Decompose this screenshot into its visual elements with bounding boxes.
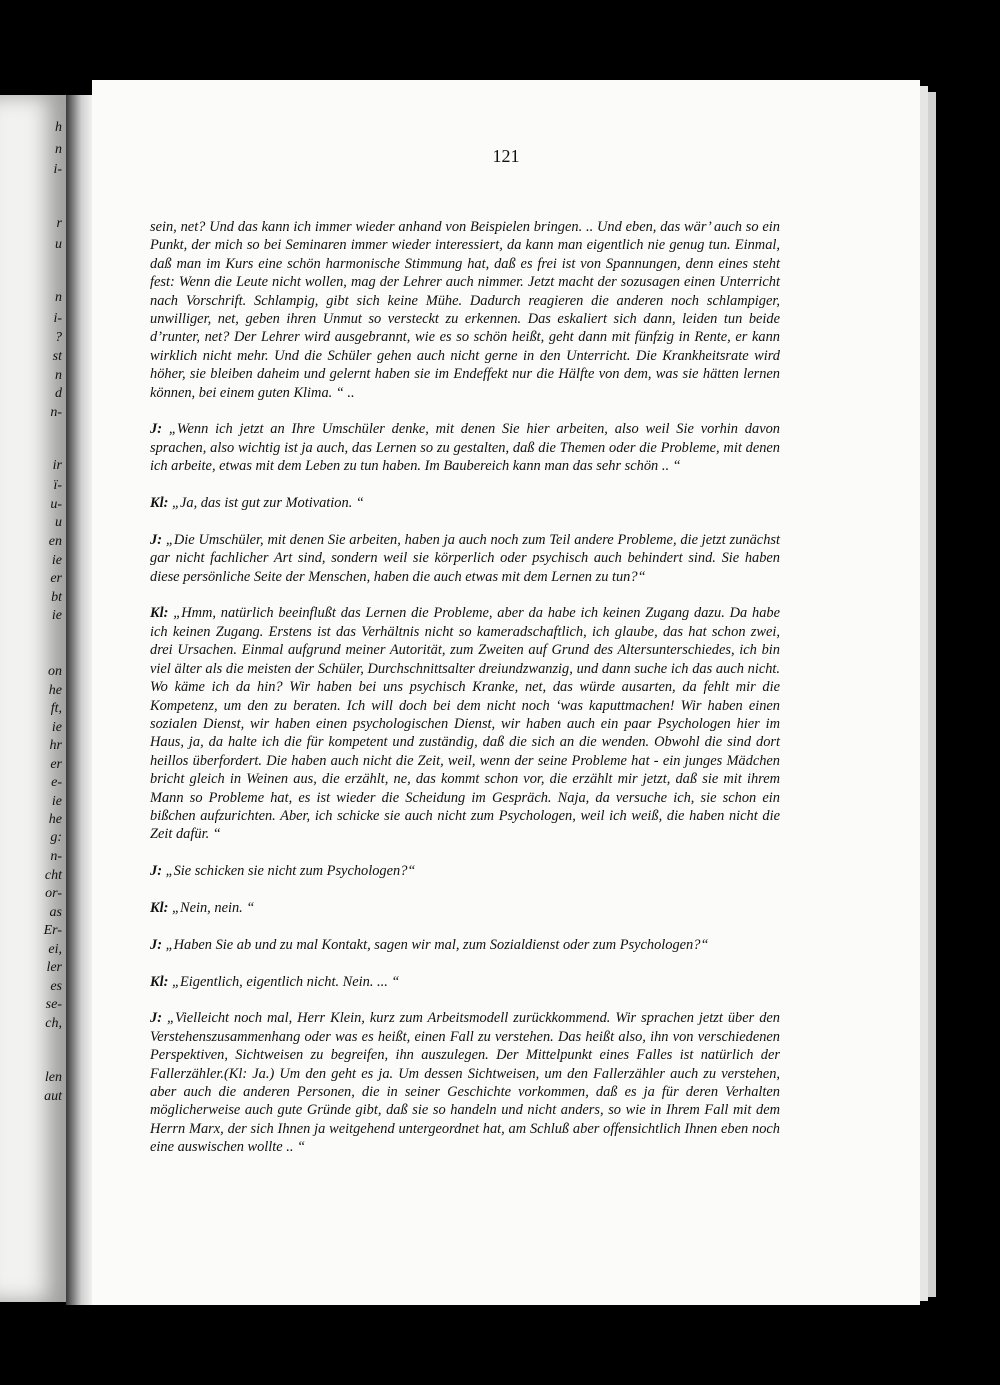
page-edge bbox=[928, 92, 936, 1297]
page-text bbox=[150, 218, 780, 1175]
speaker-label: J: bbox=[150, 863, 162, 880]
transcript-paragraph bbox=[150, 862, 780, 880]
speaker-label: J: bbox=[150, 936, 162, 953]
left-page-fragment: g: bbox=[50, 830, 62, 845]
left-page-fragment: ie bbox=[51, 608, 62, 623]
left-page-fragment: ft, bbox=[50, 701, 62, 716]
paragraph-text: „Haben Sie ab und zu mal Kontakt, sagen wir mal, zum Sozialdienst oder zum Psychologen?“ bbox=[165, 936, 709, 953]
left-page-fragment: u- bbox=[50, 497, 62, 512]
transcript-paragraph bbox=[150, 604, 780, 843]
left-page-fragment: ie bbox=[51, 720, 62, 735]
page-number: 121 bbox=[492, 146, 520, 166]
book-gutter bbox=[66, 95, 94, 1305]
left-page-fragment: r bbox=[56, 216, 62, 231]
transcript-paragraph bbox=[150, 899, 780, 917]
left-page-fragment: len bbox=[44, 1070, 62, 1085]
paragraph-text: „Ja, das ist gut zur Motivation. “ bbox=[172, 495, 364, 512]
left-page-fragment: ler bbox=[46, 960, 62, 975]
paragraph-text: „Sie schicken sie nicht zum Psychologen?“ bbox=[165, 863, 416, 880]
speaker-label: J: bbox=[150, 421, 162, 438]
speaker-label: Kl: bbox=[150, 495, 169, 512]
left-page-fragment: d bbox=[55, 386, 62, 401]
left-page-fragment: he bbox=[48, 683, 62, 698]
paragraph-text: „Vielleicht noch mal, Herr Klein, kurz zum Arbeitsmodell zurückkommend. Wir sprachen jetzt über den Verstehenszusammenhang oder was es heißt, einen Fall zu verstehen. Das heißt also, ihn von verschiedenen Perspektiven, Sichtweisen zu begreifen, ihn auszulegen. Der Mittelpunkt eines Falles ist natürlich der Fallerzähler.(Kl: Ja.) Um den geht es ja. Um dessen Sichtweisen, um den Fallerzähler auch zu verstehen, aber auch die anderen Personen, die in seiner Geschichte vorkommen, daß es ja für deren Verhalten möglicherweise auch gute Gründe gibt, daß sie so handeln und nicht anders, so wie in Ihrem Fall mit dem Herrn Marx, der sich Ihnen ja weitgehend untergeordnet hat, am Schluß aber offensichtlich Ihnen eben noch eine auswischen wollte .. “ bbox=[150, 1010, 780, 1156]
left-page-fragment: ch, bbox=[45, 1016, 62, 1031]
paragraph-text: „Eigentlich, eigentlich nicht. Nein. ... “ bbox=[172, 973, 400, 990]
speaker-label: J: bbox=[150, 1010, 162, 1027]
left-page-fragment: Er- bbox=[43, 923, 62, 938]
left-page-fragment: er bbox=[50, 571, 62, 586]
left-page-fragment: i- bbox=[53, 162, 62, 177]
paragraph-text: „Nein, nein. “ bbox=[172, 899, 255, 916]
left-page-fragment: h bbox=[55, 120, 62, 135]
left-page-fragment: ? bbox=[55, 330, 62, 345]
transcript-paragraph bbox=[150, 494, 780, 512]
transcript-paragraph bbox=[150, 218, 780, 402]
speaker-label: Kl: bbox=[150, 899, 169, 916]
speaker-label: J: bbox=[150, 531, 162, 548]
left-page-fragment: n bbox=[55, 142, 62, 157]
left-page-fragment: es bbox=[50, 979, 62, 994]
left-page-fragment: on bbox=[48, 664, 62, 679]
left-page-fragment: u bbox=[55, 515, 62, 530]
left-page-fragment: bt bbox=[51, 590, 62, 605]
paragraph-text: „Die Umschüler, mit denen Sie arbeiten, haben ja auch noch zum Teil andere Probleme, die jetzt zunächst gar nicht fachlicher Art sind, sondern weil sie körperlich oder psychisch auch behindert sind. Sie haben diese persönliche Seite der Menschen, haben die auch etwas mit dem Lernen zu tun?“ bbox=[150, 531, 780, 585]
left-page-fragment: aut bbox=[44, 1089, 62, 1104]
left-page-fragment: or- bbox=[45, 886, 62, 901]
left-page-fragment: ï- bbox=[53, 478, 62, 493]
left-page-fragment: as bbox=[49, 905, 62, 920]
transcript-paragraph bbox=[150, 531, 780, 586]
transcript-paragraph bbox=[150, 420, 780, 475]
left-page-fragment: n bbox=[55, 290, 62, 305]
transcript-paragraph bbox=[150, 936, 780, 954]
left-page-fragment: u bbox=[55, 237, 62, 252]
left-page-fragment: he bbox=[48, 812, 62, 827]
left-page-fragment: ir bbox=[52, 458, 62, 473]
paragraph-text: „Hmm, natürlich beeinflußt das Lernen die Probleme, aber da habe ich keinen Zugang dazu. Da habe ich keinen Zugang. Erstens ist das Verhältnis nicht so kameradschaftlich, ich glaube, das hat schon zwei, drei Ursachen. Einmal aufgrund meiner Autorität, zum Zweiten auf Grund des Altersunterschiedes, ich bin viel älter als die meisten der Schüler, Durchschnittsalter dreiundzwanzig, und dann suche ich das auch nicht. Wo käme ich da hin? Wir haben bei uns psychisch Kranke, net, das würde ausarten, da fehlt mir die Kompetenz, um den zu beraten. Ich will doch bei dem nicht noch ‘was kaputtmachen! Wir haben einen sozialen Dienst, wir haben einen psychologischen Dienst, wir haben auch ein paar Psychologen hier im Haus, ja, da halte ich die für kompetent und zuständig, daß die sich an die wenden. Obwohl die sind dort heillos überfordert. Die haben auch nicht die Zeit, weil, wenn der seine Probleme hat - ein junges Mädchen bricht gleich in Weinen aus, die erzählt, ne, das kommt schon vor, die erzählt mir jetzt, daß sie mit ihrem Mann so Probleme hat, es ist wieder die Scheidung im Gespräch. Naja, da versuche ich, sie schon ein bißchen aufzurichten. Aber, ich schicke sie auch nicht zum Psychologen, weil ich weiß, die haben nicht die Zeit dafür. “ bbox=[150, 605, 780, 843]
transcript-paragraph bbox=[150, 1009, 780, 1156]
left-page-fragment: hr bbox=[49, 738, 62, 753]
left-page-fragment: ie bbox=[51, 553, 62, 568]
speaker-label: Kl: bbox=[150, 605, 169, 622]
left-page-fragment: ei, bbox=[48, 942, 62, 957]
left-page-fragment: e- bbox=[51, 775, 62, 790]
left-page-fragment: i- bbox=[53, 311, 62, 326]
speaker-label: Kl: bbox=[150, 973, 169, 990]
book-page bbox=[92, 80, 920, 1305]
left-page-fragment: n- bbox=[50, 405, 62, 420]
left-page-fragment: n- bbox=[50, 849, 62, 864]
left-page-fragment: er bbox=[50, 757, 62, 772]
left-page-fragment: se- bbox=[45, 997, 62, 1012]
left-page bbox=[0, 95, 66, 1302]
paragraph-text: sein, net? Und das kann ich immer wieder anhand von Beispielen bringen. .. Und eben, das wär’ auch so ein Punkt, der mich so bei Seminaren immer wieder interessiert, da kann man eigentlich nie genug tun. Einmal, daß man im Kurs eine schön harmonische Stimmung hat, daß es frei ist von Spannungen, denn eines steht fest: Wenn die Leute nicht wollen, mag der Lehrer auch nimmer. Jetzt macht der sozusagen einen Unterricht nach Vorschrift. Schlampig, gibt sich keine Mühe. Dadurch reagieren die anderen noch schlampiger, unwilliger, net, geben ihren Unmut so versteckt zu erkennen. Das eskaliert sich dann, leiden tun beide d’runter, net? Der Lehrer wird ausgebrannt, wie es so schön heißt, geht dann mit fünfzig in Rente, er kann wirklich nicht mehr. Und die Schüler gehen auch nicht gerne in den Unterricht. Die Krankheitsrate wird höher, sie bleiben daheim und gelernt haben sie im Endeffekt nur die Hälfte von dem, was sie hätten lernen können, bei einem guten Klima. “ .. bbox=[150, 219, 780, 401]
left-page-fragment: cht bbox=[44, 868, 62, 883]
left-page-fragment: n bbox=[55, 368, 62, 383]
paragraph-text: „Wenn ich jetzt an Ihre Umschüler denke, mit denen Sie hier arbeiten, also weil Sie vorhin davon sprachen, also wichtig ist ja auch, das Lernen so zu gestalten, daß die Themen oder die Probleme, mit denen ich arbeite, etwas mit dem Leben zu tun haben. Im Baubereich kann man das sehr schön .. “ bbox=[150, 421, 780, 475]
left-page-fragment: st bbox=[52, 349, 62, 364]
left-page-fragment: ie bbox=[51, 794, 62, 809]
left-page-fragment: en bbox=[48, 534, 62, 549]
transcript-paragraph bbox=[150, 973, 780, 991]
